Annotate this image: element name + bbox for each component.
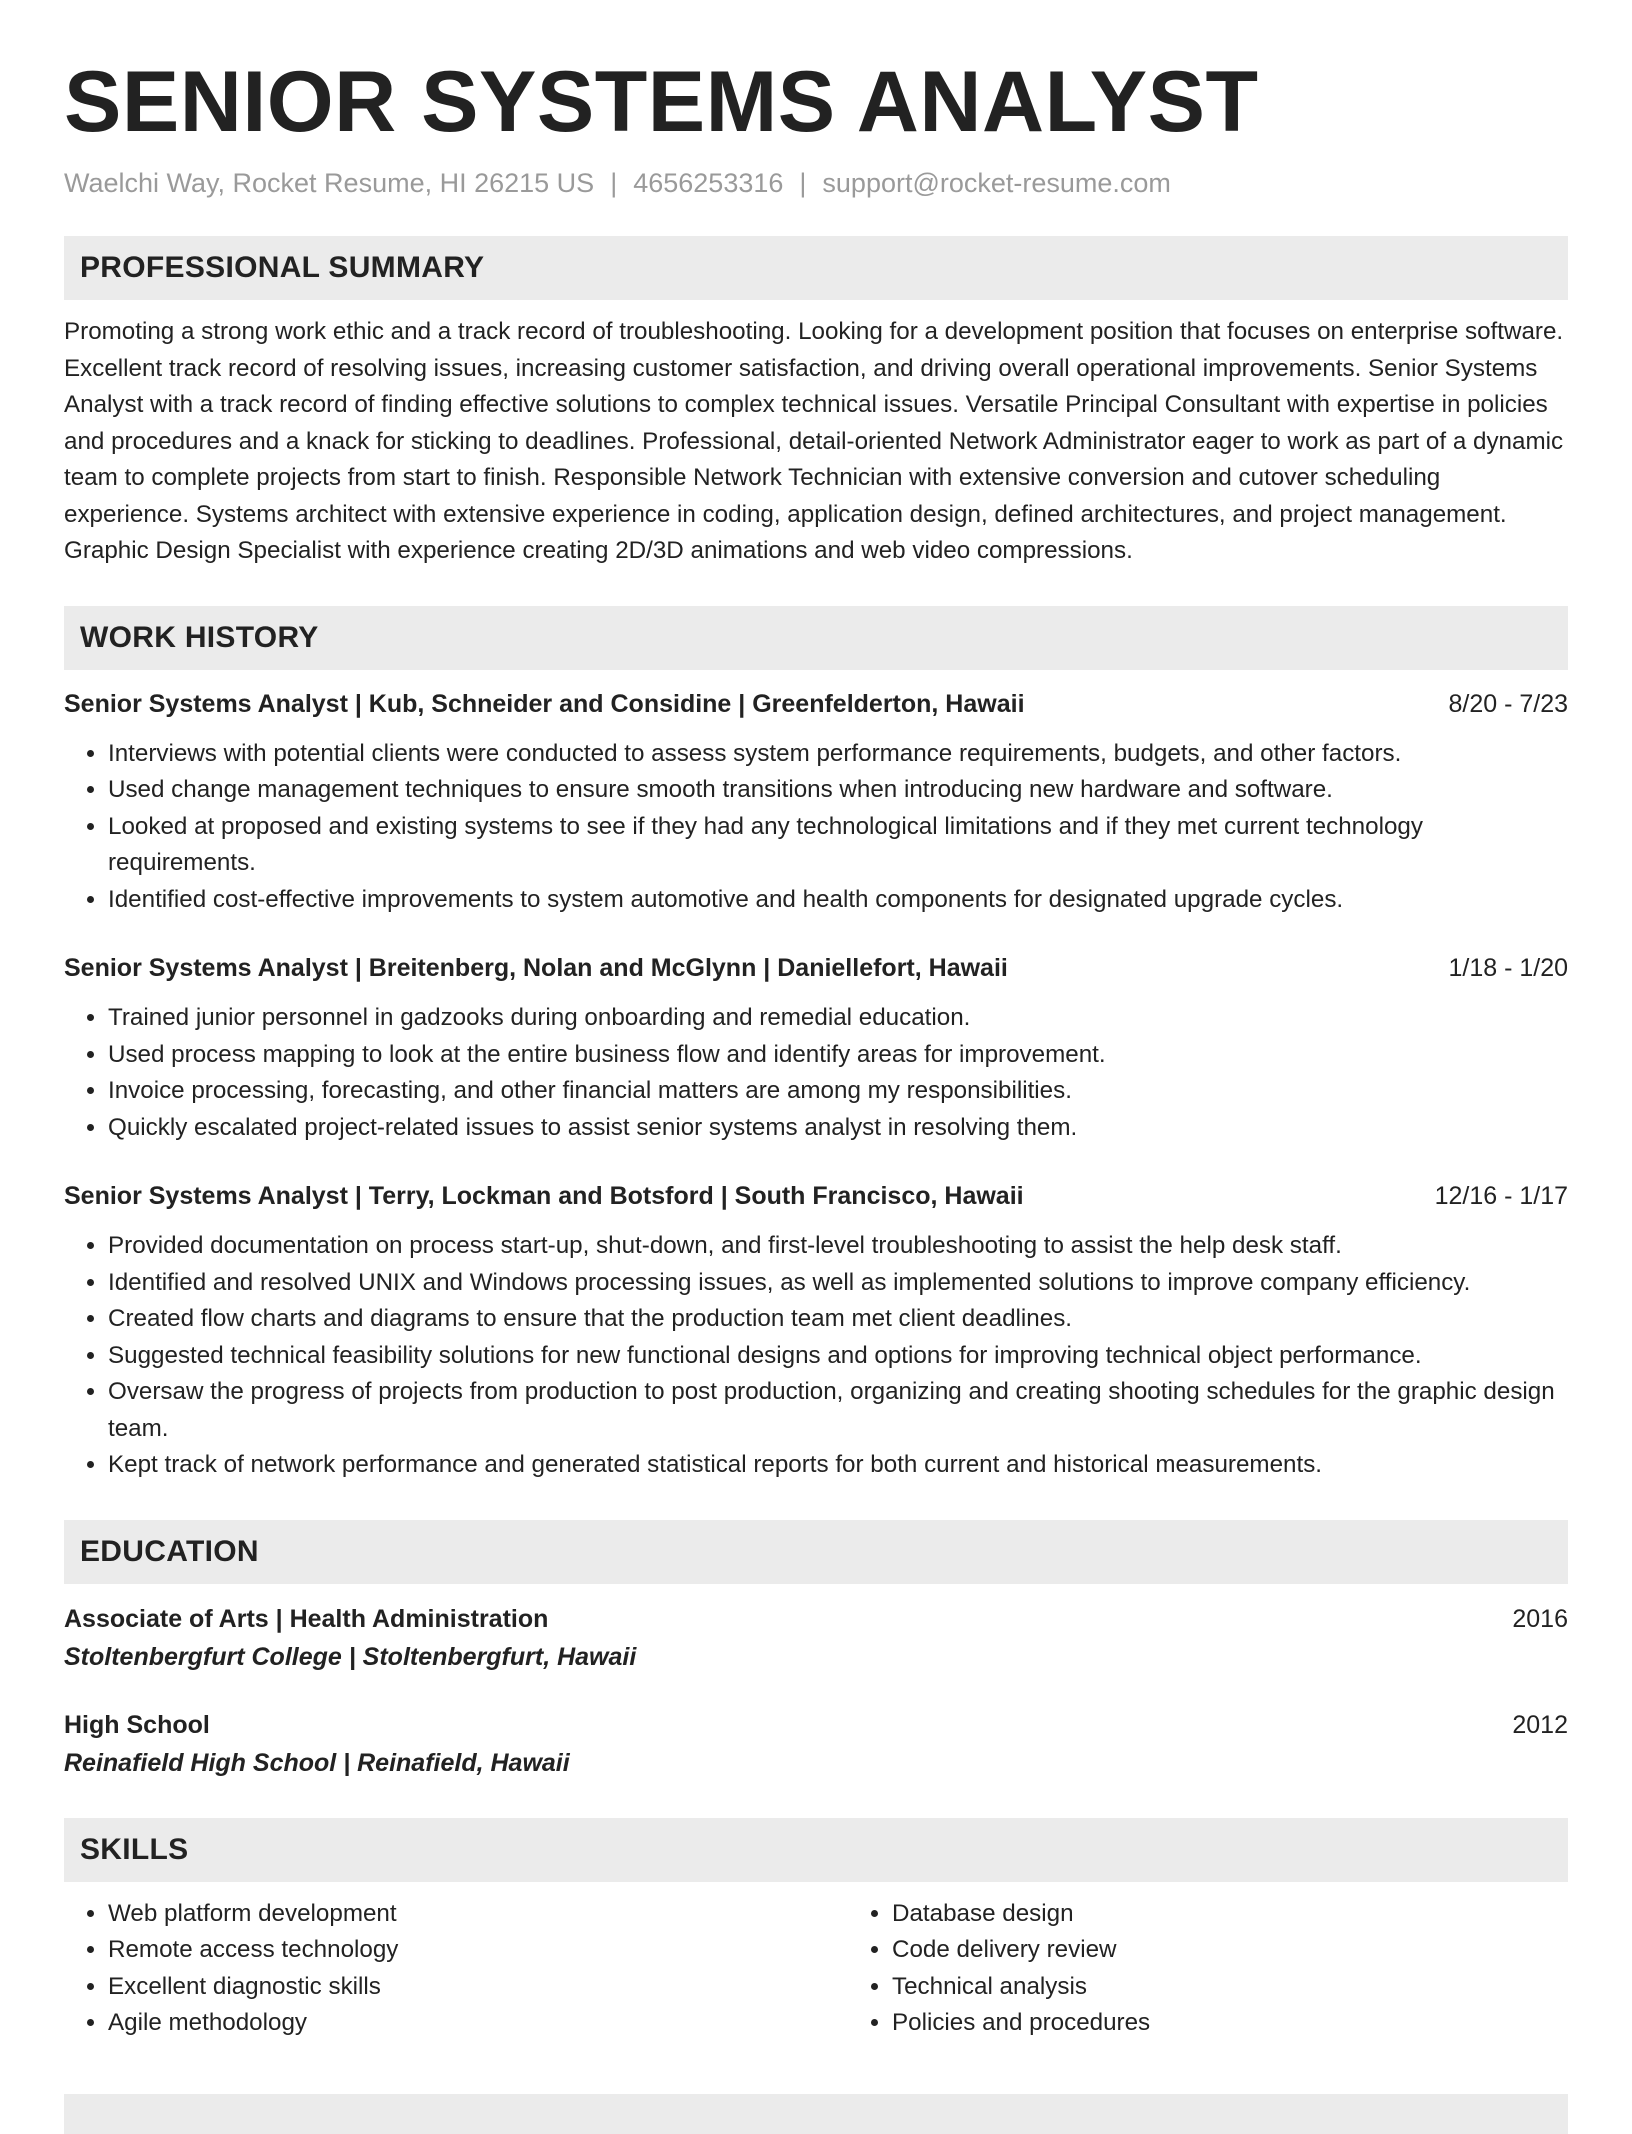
job-bullets (64, 736, 1568, 919)
job-dates: 1/18 - 1/20 (1448, 954, 1568, 982)
education-heading: EDUCATION (64, 1520, 1568, 1584)
job-entry (64, 950, 1568, 1146)
job-header (64, 950, 1568, 986)
job-header (64, 1178, 1568, 1214)
job-bullet: • Invoice processing, forecasting, and other financial matters are among my responsibilities. (108, 1073, 1568, 1110)
job-dates: 8/20 - 7/23 (1448, 689, 1568, 718)
job-bullet: • Identified and resolved UNIX and Windows processing issues, as well as implemented solutions to improve company efficiency. (108, 1265, 1568, 1302)
summary-heading: PROFESSIONAL SUMMARY (64, 236, 1568, 300)
skills-right-column (848, 1896, 1568, 2042)
job-bullet: • Used change management techniques to ensure smooth transitions when introducing new hardware and software. (108, 772, 1568, 809)
skill-item: • Remote access technology (108, 1932, 848, 1969)
education-degree: High School (64, 1710, 210, 1739)
job-entry (64, 686, 1568, 919)
job-bullet: • Suggested technical feasibility solutions for new functional designs and options for improving technical object performance. (108, 1338, 1568, 1375)
education-entry (64, 1706, 1568, 1782)
contact-phone: 4656253316 (633, 168, 784, 198)
job-title: Senior Systems Analyst | Kub, Schneider and Considine | Greenfelderton, Hawaii (64, 689, 1025, 718)
contact-address: Waelchi Way, Rocket Resume, HI 26215 US (64, 168, 595, 198)
contact-separator: | (799, 168, 807, 198)
job-bullet: • Quickly escalated project-related issues to assist senior systems analyst in resolving them. (108, 1110, 1568, 1147)
job-bullet: • Kept track of network performance and generated statistical reports for both current and historical measurements. (108, 1447, 1568, 1484)
skills-left-column (64, 1896, 848, 2042)
job-bullet: • Provided documentation on process start-up, shut-down, and first-level troubleshooting to assist the help desk staff. (108, 1228, 1568, 1265)
contact-line (64, 166, 1568, 200)
job-bullet: • Oversaw the progress of projects from production to post production, organizing and creating shooting schedules for the graphic design team. (108, 1374, 1568, 1447)
job-bullet: • Used process mapping to look at the entire business flow and identify areas for improvement. (108, 1037, 1568, 1074)
job-bullets (64, 1000, 1568, 1146)
skill-item: • Policies and procedures (892, 2005, 1568, 2042)
contact-separator: | (610, 168, 618, 198)
skills-columns (64, 1896, 1568, 2042)
education-degree: Associate of Arts | Health Administration (64, 1604, 549, 1633)
skill-item: • Database design (892, 1896, 1568, 1933)
skill-item: • Excellent diagnostic skills (108, 1969, 848, 2006)
job-title: Senior Systems Analyst | Breitenberg, Nolan and McGlynn | Daniellefort, Hawaii (64, 954, 1008, 982)
job-title: Senior Systems Analyst | Terry, Lockman and Botsford | South Francisco, Hawaii (64, 1182, 1024, 1210)
job-bullets (64, 1228, 1568, 1484)
skill-item: • Web platform development (108, 1896, 848, 1933)
contact-email: support@rocket-resume.com (822, 168, 1171, 198)
next-section-bar (64, 2094, 1568, 2134)
resume-title: SENIOR SYSTEMS ANALYST (64, 54, 1259, 150)
education-header (64, 1706, 1568, 1744)
job-bullet: • Trained junior personnel in gadzooks during onboarding and remedial education. (108, 1000, 1568, 1037)
skill-item: • Agile methodology (108, 2005, 848, 2042)
education-header (64, 1600, 1568, 1638)
job-entry (64, 1178, 1568, 1484)
skills-heading: SKILLS (64, 1818, 1568, 1882)
work-history-heading: WORK HISTORY (64, 606, 1568, 670)
job-bullet: • Created flow charts and diagrams to ensure that the production team met client deadlines. (108, 1301, 1568, 1338)
education-year: 2016 (1512, 1604, 1568, 1633)
skill-item: • Code delivery review (892, 1932, 1568, 1969)
education-school: Reinafield High School | Reinafield, Hawaii (64, 1748, 570, 1777)
job-header (64, 686, 1568, 722)
job-bullet: • Identified cost-effective improvements to system automotive and health components for designated upgrade cycles. (108, 882, 1568, 919)
education-year: 2012 (1512, 1710, 1568, 1739)
job-bullet: • Looked at proposed and existing systems to see if they had any technological limitations and if they met current technology requirements. (108, 809, 1568, 882)
skill-item: • Technical analysis (892, 1969, 1568, 2006)
summary-text: Promoting a strong work ethic and a track record of troubleshooting. Looking for a development position that focuses on enterprise software. Excellent track record of resolving issues, increasing customer satisfaction, and driving overall operational improvements. Senior Systems Analyst with a track record of finding effective solutions to complex technical issues. Versatile Principal Consultant with expertise in policies and procedures and a knack for sticking to deadlines. Professional, detail-oriented Network Administrator eager to work as part of a dynamic team to complete projects from start to finish. Responsible Network Technician with extensive conversion and cutover scheduling experience. Systems architect with extensive experience in coding, application design, defined architectures, and project management. Graphic Design Specialist with experience creating 2D/3D animations and web video compressions. (64, 318, 1564, 564)
education-school: Stoltenbergfurt College | Stoltenbergfurt, Hawaii (64, 1642, 637, 1671)
job-bullet: • Interviews with potential clients were conducted to assess system performance requirements, budgets, and other factors. (108, 736, 1568, 773)
job-dates: 12/16 - 1/17 (1434, 1182, 1568, 1210)
education-entry (64, 1600, 1568, 1676)
